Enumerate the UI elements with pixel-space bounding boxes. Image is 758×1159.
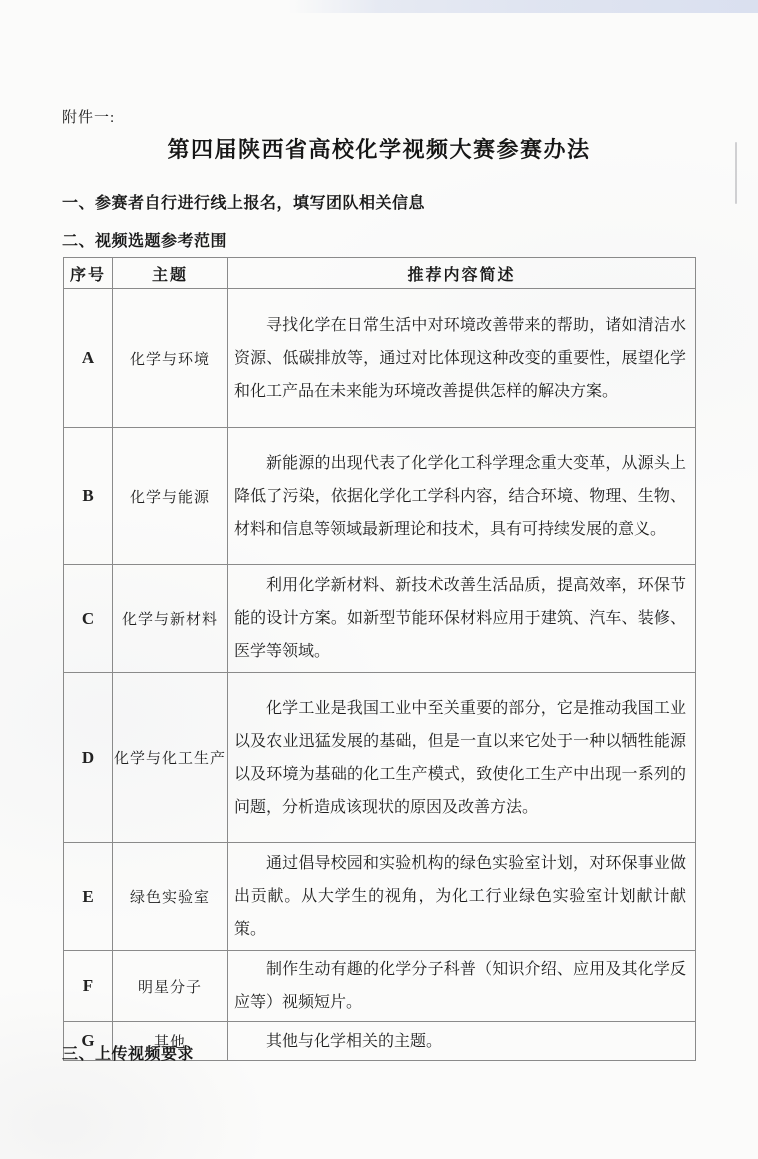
- row-index-cell: G: [64, 1022, 113, 1061]
- topics-table: [63, 257, 696, 1061]
- row-description-cell: 寻找化学在日常生活中对环境改善带来的帮助，诸如清洁水资源、低碳排放等，通过对比体现这种改变的重要性，展望化学和化工产品在未来能为环境改善提供怎样的解决方案。: [228, 289, 696, 428]
- table-header-row: [64, 258, 696, 289]
- section-heading-upload-requirements: 三、上传视频要求: [62, 1046, 195, 1063]
- table-row-a: [64, 289, 696, 428]
- row-description-cell: 利用化学新材料、新技术改善生活品质，提高效率，环保节能的设计方案。如新型节能环保材料应用于建筑、汽车、装修、医学等领域。: [228, 565, 696, 673]
- document-title: 第四届陕西省高校化学视频大赛参赛办法: [167, 137, 591, 162]
- col-header-index: 序号: [64, 258, 113, 289]
- row-description-cell: 制作生动有趣的化学分子科普（知识介绍、应用及其化学反应等）视频短片。: [228, 951, 696, 1022]
- table-row-c: [64, 565, 696, 673]
- section-heading-registration: 一、参赛者自行进行线上报名，填写团队相关信息: [62, 195, 426, 212]
- row-theme-cell: 化学与新材料: [113, 565, 228, 673]
- table-row-b: [64, 428, 696, 565]
- row-theme-cell: 明星分子: [113, 951, 228, 1022]
- row-description-cell: 新能源的出现代表了化学化工科学理念重大变革，从源头上降低了污染，依据化学化工学科内容，结合环境、物理、生物、材料和信息等领域最新理论和技术，具有可持续发展的意义。: [228, 428, 696, 565]
- row-theme-cell: 化学与能源: [113, 428, 228, 565]
- row-index-cell: A: [64, 289, 113, 428]
- row-description-cell: 通过倡导校园和实验机构的绿色实验室计划，对环保事业做出贡献。从大学生的视角，为化工行业绿色实验室计划献计献策。: [228, 843, 696, 951]
- section-heading-topic-range: 二、视频选题参考范围: [62, 233, 228, 250]
- scan-artifact-top-band: [0, 0, 758, 13]
- row-description-cell: 其他与化学相关的主题。: [228, 1022, 696, 1061]
- row-description-cell: 化学工业是我国工业中至关重要的部分，它是推动我国工业以及农业迅猛发展的基础，但是一直以来它处于一种以牺牲能源以及环境为基础的化工生产模式，致使化工生产中出现一系列的问题，分析造成该现状的原因及改善方法。: [228, 673, 696, 843]
- row-theme-cell: 化学与化工生产: [113, 673, 228, 843]
- row-theme-cell: 其他: [113, 1022, 228, 1061]
- col-header-theme: 主题: [113, 258, 228, 289]
- row-theme-cell: 化学与环境: [113, 289, 228, 428]
- row-index-cell: E: [64, 843, 113, 951]
- table-row-e: [64, 843, 696, 951]
- col-header-description: 推荐内容简述: [228, 258, 696, 289]
- table-row-f: [64, 951, 696, 1022]
- row-index-cell: F: [64, 951, 113, 1022]
- row-index-cell: B: [64, 428, 113, 565]
- row-index-cell: D: [64, 673, 113, 843]
- row-index-cell: C: [64, 565, 113, 673]
- row-theme-cell: 绿色实验室: [113, 843, 228, 951]
- table-row-d: [64, 673, 696, 843]
- attachment-label: 附件一:: [62, 110, 116, 126]
